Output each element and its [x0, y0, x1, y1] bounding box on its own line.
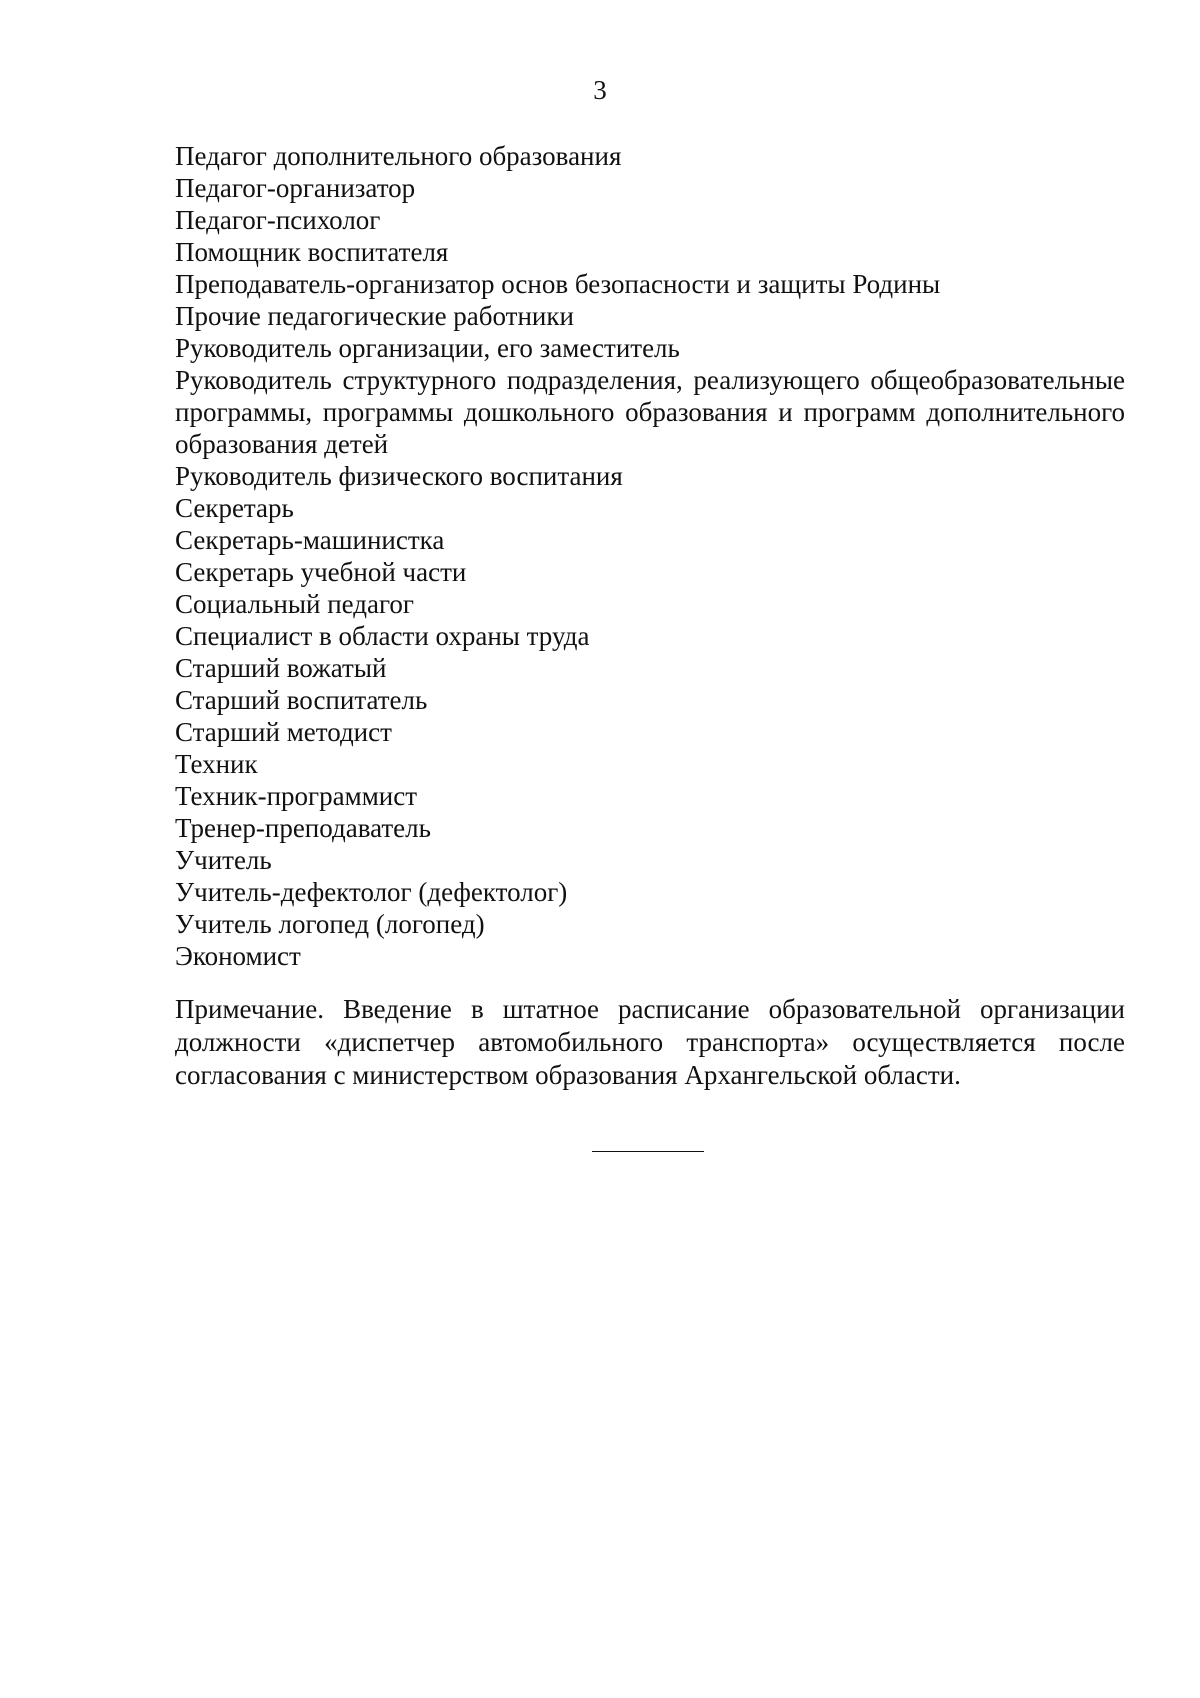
list-item: Учитель-дефектолог (дефектолог) [175, 877, 568, 907]
list-item: Педагог-психолог [175, 205, 381, 235]
list-item: Специалист в области охраны труда [175, 621, 590, 651]
list-item: Секретарь [175, 493, 294, 523]
list-item: Экономист [175, 941, 301, 971]
list-item: Учитель [175, 845, 272, 875]
end-divider [592, 1151, 704, 1152]
list-item: Секретарь учебной части [175, 557, 467, 587]
list-item: Техник-программист [175, 781, 418, 811]
list-item: Руководитель организации, его заместитель [175, 333, 680, 363]
list-item: Учитель логопед (логопед) [175, 909, 485, 939]
list-item: Руководитель физического воспитания [175, 461, 623, 491]
list-item: Социальный педагог [175, 589, 414, 619]
list-item: Старший воспитатель [175, 685, 428, 715]
list-item: Прочие педагогические работники [175, 301, 574, 331]
list-item: Педагог дополнительного образования [175, 141, 622, 171]
positions-list [175, 140, 1125, 972]
list-item: Руководитель структурного подразделения, реализующего общеобразовательные программы, программы дошкольного образования и программ дополнительного образования детей [175, 365, 1125, 459]
note-paragraph: Примечание. Введение в штатное расписание образовательной организации должности «диспетчер автомобильного транспорта» осуществляется после согласования с министерством образования Архангельской области. [175, 994, 1125, 1090]
list-item: Преподаватель-организатор основ безопасности и защиты Родины [175, 269, 941, 299]
list-item: Старший вожатый [175, 653, 387, 683]
list-item: Помощник воспитателя [175, 237, 449, 267]
page-number: 3 [593, 75, 607, 105]
list-item: Тренер-преподаватель [175, 813, 431, 843]
list-item: Техник [175, 749, 258, 779]
list-item: Педагог-организатор [175, 173, 416, 203]
list-item: Старший методист [175, 717, 392, 747]
list-item: Секретарь-машинистка [175, 525, 445, 555]
